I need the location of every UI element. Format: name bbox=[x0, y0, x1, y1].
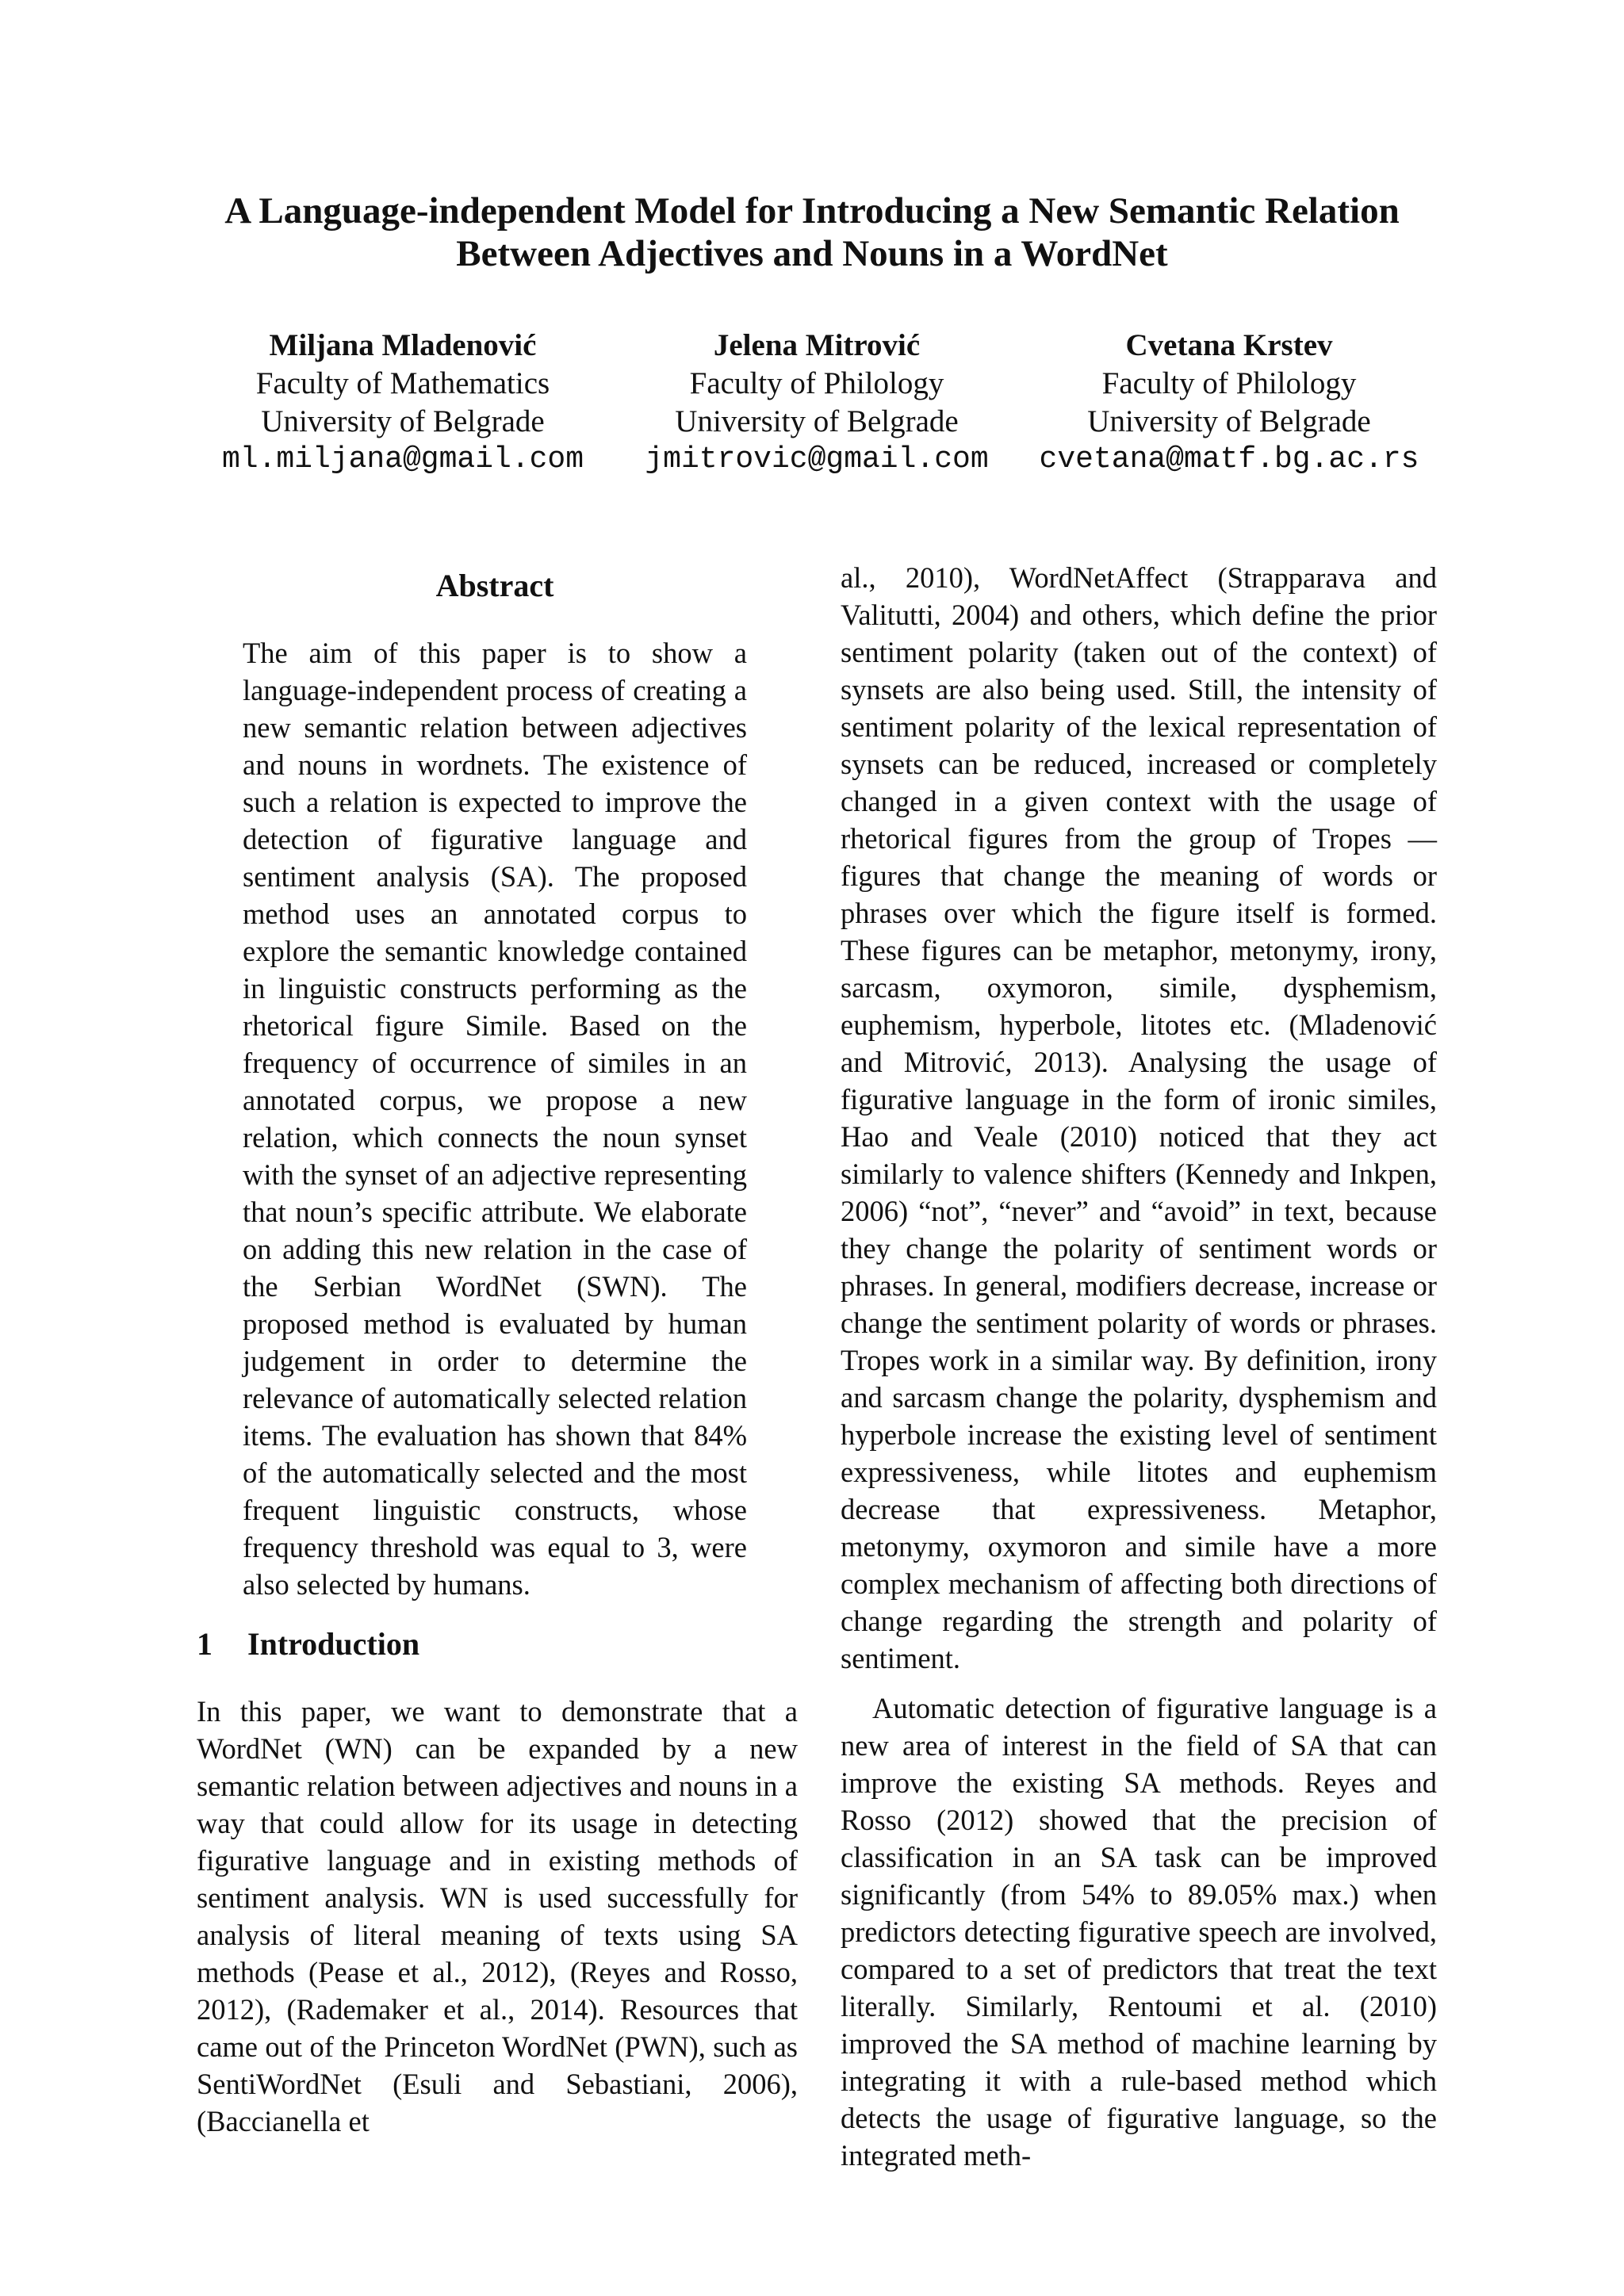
abstract-text: The aim of this paper is to show a language-independent process of creating a new semantic relation between adjectives and nouns in wordnets. The existence of such a relation is expected to improve the detection of figurative language and sentiment analysis (SA). The proposed method uses an annotated corpus to explore the semantic knowledge contained in linguistic constructs performing as the rhetorical figure Simile. Based on the frequency of occurrence of similes in an annotated corpus, we propose a new relation, which connects the noun synset with the synset of an adjective representing that noun’s specific attribute. We elaborate on adding this new relation in the case of the Serbian WordNet (SWN). The proposed method is evaluated by human judgement in order to determine the relevance of automatically selected relation items. The evaluation has shown that 84% of the automatically selected and the most frequent linguistic constructs, whose frequency threshold was equal to 3, were also selected by humans. bbox=[243, 637, 747, 1601]
right-column bbox=[841, 559, 1437, 2174]
abstract-heading: Abstract bbox=[435, 568, 554, 603]
author-affiliation: Faculty of Mathematics bbox=[255, 366, 550, 400]
author-affiliation: Faculty of Philology bbox=[689, 366, 944, 400]
right-column-paragraph-2: Automatic detection of figurative language is a new area of interest in the field of SA that can improve the existing SA methods. Reyes and Rosso (2012) showed that the precision of classification in an SA task can be improved significantly (from 54% to 89.05% max.) when predictors detecting figurative speech are involved, compared to a set of predictors that treat the text literally. Similarly, Rentoumi et al. (2010) improved the SA method of machine learning by integrating it with a rule-based method which detects the usage of figurative language, so the integrated meth- bbox=[841, 1692, 1437, 2172]
section-title: Introduction bbox=[247, 1626, 420, 1662]
paper-title-line-2: Between Adjectives and Nouns in a WordNet bbox=[456, 233, 1168, 274]
introduction-paragraph-1: In this paper, we want to demonstrate that a WordNet (WN) can be expanded by a new semantic relation between adjectives and nouns in a way that could allow for its usage in detecting figurative language and in existing methods of sentiment analysis. WN is used successfully for analysis of literal meaning of texts using SA methods (Pease et al., 2012), (Reyes and Rosso, 2012), (Rademaker et al., 2014). Resources that came out of the Princeton WordNet (PWN), such as SentiWordNet (Esuli and Sebastiani, 2006), (Baccianella et bbox=[197, 1695, 798, 2137]
author-email: ml.miljana@gmail.com bbox=[221, 442, 584, 476]
author-email: cvetana@matf.bg.ac.rs bbox=[1039, 442, 1419, 476]
author-name: Cvetana Krstev bbox=[1125, 328, 1333, 362]
section-heading-introduction bbox=[197, 1625, 419, 1663]
author-name: Jelena Mitrović bbox=[713, 328, 921, 362]
right-column-paragraph-1: al., 2010), WordNetAffect (Strapparava and Valitutti, 2004) and others, which define the prior sentiment polarity (taken out of the context) of synsets are also being used. Still, the intensity of sentiment polarity of the lexical representation of synsets can be reduced, increased or completely changed in a given context with the usage of rhetorical figures from the group of Tropes — figures that change the meaning of words or phrases over which the figure itself is formed. These figures can be metaphor, metonymy, irony, sarcasm, oxymoron, simile, dysphemism, euphemism, hyperbole, litotes etc. (Mladenović and Mitrović, 2013). Analysing the usage of figurative language in the form of ironic similes, Hao and Veale (2010) noticed that they act similarly to valence shifters (Kennedy and Inkpen, 2006) “not”, “never” and “avoid” in text, because they change the polarity of sentiment words or phrases. In general, modifiers decrease, increase or change the sentiment polarity of words or phrases. Tropes work in a similar way. By definition, irony and sarcasm change the polarity, dysphemism and hyperbole increase the existing level of sentiment expressiveness, while litotes and euphemism decrease that expressiveness. Metaphor, metonymy, oxymoron and simile have a more complex mechanism of affecting both directions of change regarding the strength and polarity of sentiment. bbox=[841, 561, 1437, 1674]
section-number: 1 bbox=[197, 1626, 213, 1662]
author-block-1 bbox=[197, 327, 609, 479]
author-university: University of Belgrade bbox=[261, 404, 545, 438]
author-affiliation: Faculty of Philology bbox=[1101, 366, 1357, 400]
author-block-2 bbox=[611, 327, 1023, 479]
author-block-3 bbox=[1023, 327, 1435, 479]
author-name: Miljana Mladenović bbox=[269, 328, 537, 362]
author-university: University of Belgrade bbox=[1087, 404, 1371, 438]
paper-title-line-1: A Language-independent Model for Introducing a New Semantic Relation bbox=[224, 190, 1400, 232]
author-email: jmitrovic@gmail.com bbox=[645, 442, 989, 476]
author-university: University of Belgrade bbox=[675, 404, 959, 438]
